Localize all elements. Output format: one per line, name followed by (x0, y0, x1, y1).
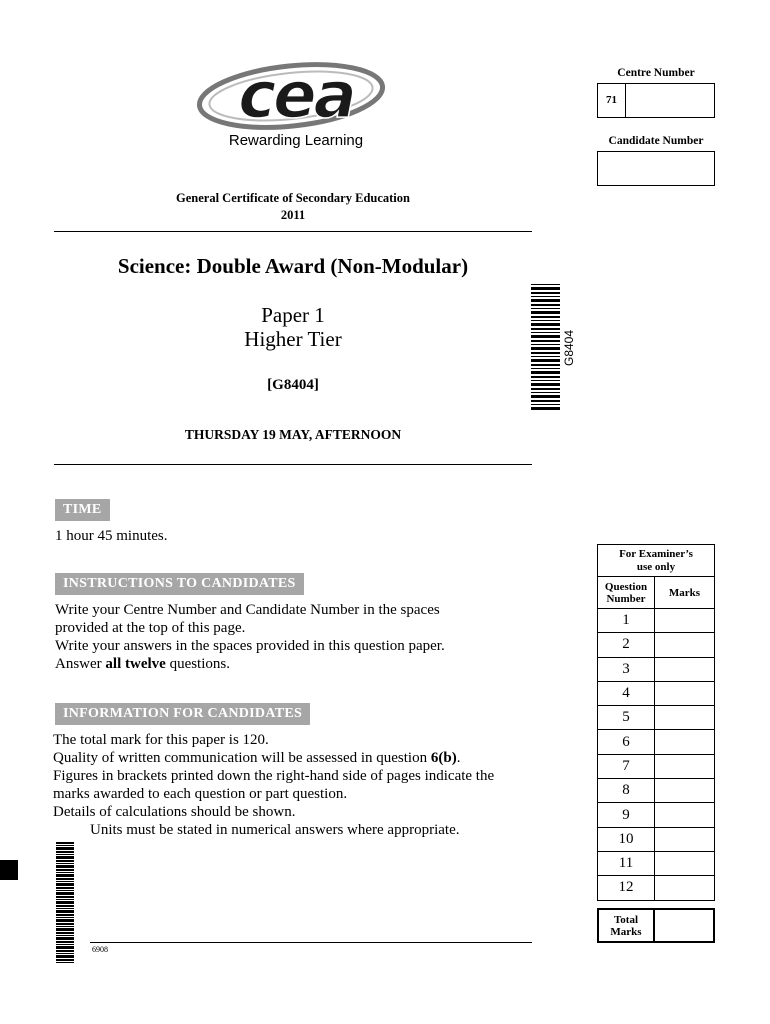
question-row (598, 779, 715, 803)
candidate-number-field[interactable] (597, 151, 715, 186)
question-number: 10 (598, 827, 655, 851)
information-line: Quality of written communication will be assessed in question 6(b). (53, 750, 461, 766)
question-row (598, 851, 715, 875)
information-heading: INFORMATION FOR CANDIDATES (55, 703, 310, 725)
instructions-line: Answer all twelve questions. (55, 656, 230, 672)
question-row (598, 633, 715, 657)
information-line: Figures in brackets printed down the right-hand side of pages indicate the (53, 768, 495, 784)
marks-cell[interactable] (655, 876, 715, 900)
cea-logo (196, 62, 396, 152)
logo-tagline: Rewarding Learning (228, 132, 364, 149)
question-number: 5 (598, 706, 655, 730)
header-divider (54, 231, 532, 232)
instructions-text (55, 601, 575, 673)
question-row (598, 730, 715, 754)
date-divider (54, 464, 532, 465)
instructions-heading: INSTRUCTIONS TO CANDIDATES (55, 573, 304, 595)
information-line: marks awarded to each question or part question. (53, 786, 348, 802)
question-row (598, 706, 715, 730)
question-row (598, 609, 715, 633)
marks-cell[interactable] (655, 706, 715, 730)
question-number: 6 (598, 730, 655, 754)
paper-barcode (531, 284, 576, 412)
question-row (598, 754, 715, 778)
instructions-line: Write your answers in the spaces provided in this question paper. (55, 638, 445, 654)
information-line: The total mark for this paper is 120. (53, 732, 269, 748)
question-number: 11 (598, 851, 655, 875)
question-number: 2 (598, 633, 655, 657)
question-number: 9 (598, 803, 655, 827)
question-number: 3 (598, 657, 655, 681)
centre-number-field[interactable] (597, 83, 715, 118)
cea-logo-mark (196, 62, 396, 134)
marks-cell[interactable] (655, 851, 715, 875)
information-text (53, 731, 583, 839)
exam-year: 2011 (280, 208, 306, 222)
question-number: 4 (598, 681, 655, 705)
marks-cell[interactable] (655, 657, 715, 681)
marks-cell[interactable] (655, 730, 715, 754)
question-number: 1 (598, 609, 655, 633)
marks-cell[interactable] (655, 681, 715, 705)
svg-text:cea: cea (238, 62, 354, 133)
time-duration: 1 hour 45 minutes. (55, 528, 168, 544)
svg-text:G8404: G8404 (562, 329, 576, 366)
exam-date: THURSDAY 19 MAY, AFTERNOON (184, 427, 402, 442)
total-marks-box (597, 908, 715, 943)
qualification-title: General Certificate of Secondary Education (176, 191, 410, 205)
footer-divider (90, 942, 532, 943)
paper-number: Paper 1 (261, 303, 325, 327)
instructions-line: Write your Centre Number and Candidate Number in the spaces (55, 602, 440, 618)
marks-header: Marks (655, 577, 715, 609)
total-marks-label: Total Marks (599, 910, 655, 941)
marks-cell[interactable] (655, 827, 715, 851)
margin-barcode (56, 842, 76, 966)
time-heading: TIME (55, 499, 110, 521)
centre-number-label: Centre Number (617, 67, 695, 79)
marks-cell[interactable] (655, 633, 715, 657)
centre-number-prefix: 71 (598, 84, 626, 117)
candidate-number-label: Candidate Number (608, 135, 704, 147)
paper-tier: Higher Tier (244, 327, 342, 351)
question-number: 7 (598, 754, 655, 778)
marks-cell[interactable] (655, 609, 715, 633)
question-row (598, 827, 715, 851)
question-number-header: Question Number (598, 577, 655, 609)
margin-tab-marker (0, 860, 18, 880)
question-row (598, 876, 715, 900)
information-line: Units must be stated in numerical answers where appropriate. (90, 822, 460, 838)
footer-code: 6908 (92, 945, 108, 954)
instructions-line: provided at the top of this page. (55, 620, 246, 636)
examiner-marks-table (597, 544, 715, 901)
question-row (598, 657, 715, 681)
marks-cell[interactable] (655, 803, 715, 827)
paper-code: [G8404] (267, 377, 319, 393)
question-number: 8 (598, 779, 655, 803)
question-number: 12 (598, 876, 655, 900)
marks-cell[interactable] (655, 754, 715, 778)
examiner-table-title: For Examiner’s use only (598, 545, 715, 577)
subject-title: Science: Double Award (Non-Modular) (117, 254, 469, 278)
marks-cell[interactable] (655, 779, 715, 803)
question-row (598, 803, 715, 827)
question-row (598, 681, 715, 705)
information-line: Details of calculations should be shown. (53, 804, 296, 820)
